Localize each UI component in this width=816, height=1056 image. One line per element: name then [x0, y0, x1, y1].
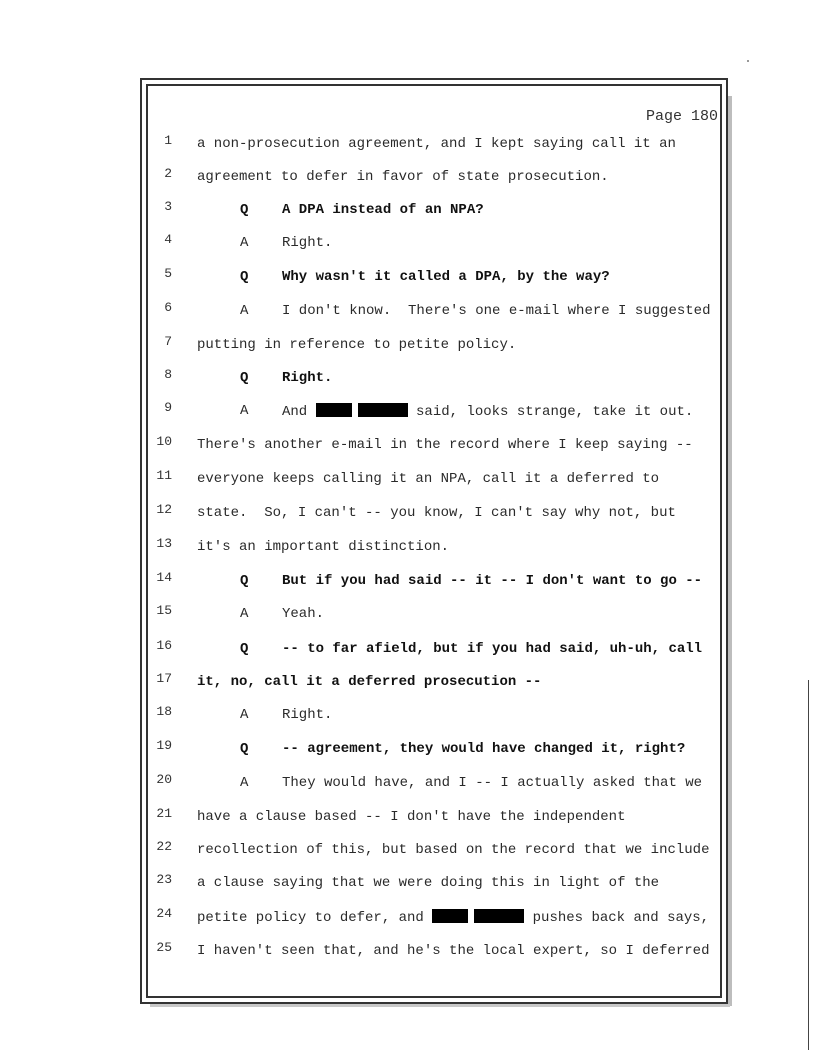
speaker-label: A: [240, 303, 249, 319]
line-text: it's an important distinction.: [197, 539, 450, 555]
line-number: 19: [156, 738, 172, 753]
transcript-line: [0, 300, 816, 322]
line-number: 5: [164, 266, 172, 281]
answer-text-after: said, looks strange, take it out.: [416, 404, 694, 420]
line-text: recollection of this, but based on the record that we include: [197, 842, 710, 858]
question-text: -- agreement, they would have changed it, right?: [282, 741, 686, 757]
answer-text: They would have, and I -- I actually asked that we: [282, 775, 703, 791]
line-text: I haven't seen that, and he's the local expert, so I deferred: [197, 943, 710, 959]
question-text: -- to far afield, but if you had said, uh-uh, call: [282, 641, 703, 657]
transcript-line: [0, 671, 816, 693]
transcript-line: [0, 232, 816, 254]
transcript-line: [0, 468, 816, 490]
line-number: 18: [156, 704, 172, 719]
line-text: There's another e-mail in the record where I keep saying --: [197, 437, 693, 453]
question-text: But if you had said -- it -- I don't want to go --: [282, 573, 703, 589]
transcript-line: [0, 872, 816, 894]
question-text: Why wasn't it called a DPA, by the way?: [282, 269, 610, 285]
frame-shadow-bottom: [150, 1004, 730, 1007]
line-number: 1: [164, 133, 172, 148]
scan-edge-line: [808, 680, 809, 1050]
transcript-line: [0, 199, 816, 221]
line-number: 3: [164, 199, 172, 214]
line-text: everyone keeps calling it an NPA, call it a deferred to: [197, 471, 660, 487]
line-number: 24: [156, 906, 172, 921]
speaker-label: Q: [240, 370, 249, 386]
transcript-line: [0, 940, 816, 962]
speaker-label: A: [240, 235, 249, 251]
transcript-line: [0, 166, 816, 188]
answer-text: Right.: [282, 235, 333, 251]
speaker-label: Q: [240, 641, 249, 657]
line-number: 17: [156, 671, 172, 686]
speaker-label: Q: [240, 269, 249, 285]
answer-text: I don't know. There's one e-mail where I suggested: [282, 303, 711, 319]
line-number: 6: [164, 300, 172, 315]
line-number: 8: [164, 367, 172, 382]
line-number: 13: [156, 536, 172, 551]
line-number: 2: [164, 166, 172, 181]
question-text: Right.: [282, 370, 333, 386]
line-number: 22: [156, 839, 172, 854]
redaction-block: [316, 403, 352, 417]
speaker-label: A: [240, 707, 249, 723]
line-text: have a clause based -- I don't have the independent: [197, 809, 626, 825]
redaction-block: [474, 909, 524, 923]
transcript-line: [0, 570, 816, 592]
line-text: [197, 909, 709, 926]
transcript-line: [0, 603, 816, 625]
transcript-line: [0, 806, 816, 828]
question-text: it, no, call it a deferred prosecution --: [197, 674, 542, 690]
transcript-line: [0, 334, 816, 356]
transcript-line: [0, 367, 816, 389]
line-number: 20: [156, 772, 172, 787]
speaker-label: A: [240, 403, 249, 419]
line-text: a clause saying that we were doing this in light of the: [197, 875, 660, 891]
line-text: a non-prosecution agreement, and I kept saying call it an: [197, 136, 676, 152]
redaction-block: [432, 909, 468, 923]
transcript-line: [0, 704, 816, 726]
transcript-line: [0, 638, 816, 660]
answer-text: [282, 403, 693, 420]
transcript-line: [0, 434, 816, 456]
speaker-label: Q: [240, 202, 249, 218]
speaker-label: A: [240, 775, 249, 791]
line-number: 7: [164, 334, 172, 349]
answer-text-before: And: [282, 404, 308, 420]
speaker-label: Q: [240, 573, 249, 589]
transcript-line: [0, 400, 816, 422]
line-number: 9: [164, 400, 172, 415]
line-number: 11: [156, 468, 172, 483]
line-number: 25: [156, 940, 172, 955]
line-number: 4: [164, 232, 172, 247]
line-text: agreement to defer in favor of state prosecution.: [197, 169, 609, 185]
line-number: 12: [156, 502, 172, 517]
question-text: A DPA instead of an NPA?: [282, 202, 484, 218]
answer-text: Yeah.: [282, 606, 325, 622]
transcript-line: [0, 536, 816, 558]
speaker-label: Q: [240, 741, 249, 757]
transcript-line: [0, 839, 816, 861]
line-text: putting in reference to petite policy.: [197, 337, 517, 353]
line-text-before: petite policy to defer, and: [197, 910, 424, 926]
line-number: 23: [156, 872, 172, 887]
transcript-line: [0, 738, 816, 760]
transcript-line: [0, 772, 816, 794]
answer-text: Right.: [282, 707, 333, 723]
line-number: 16: [156, 638, 172, 653]
page-number: Page 180: [645, 108, 718, 125]
transcript-line: [0, 266, 816, 288]
redaction-block: [358, 403, 408, 417]
transcript-line: [0, 906, 816, 928]
transcript-line: [0, 133, 816, 155]
line-number: 21: [156, 806, 172, 821]
scan-speck: [747, 60, 749, 62]
line-number: 14: [156, 570, 172, 585]
line-number: 10: [156, 434, 172, 449]
transcript-line: [0, 502, 816, 524]
line-text-after: pushes back and says,: [532, 910, 710, 926]
speaker-label: A: [240, 606, 249, 622]
line-number: 15: [156, 603, 172, 618]
line-text: state. So, I can't -- you know, I can't say why not, but: [197, 505, 676, 521]
